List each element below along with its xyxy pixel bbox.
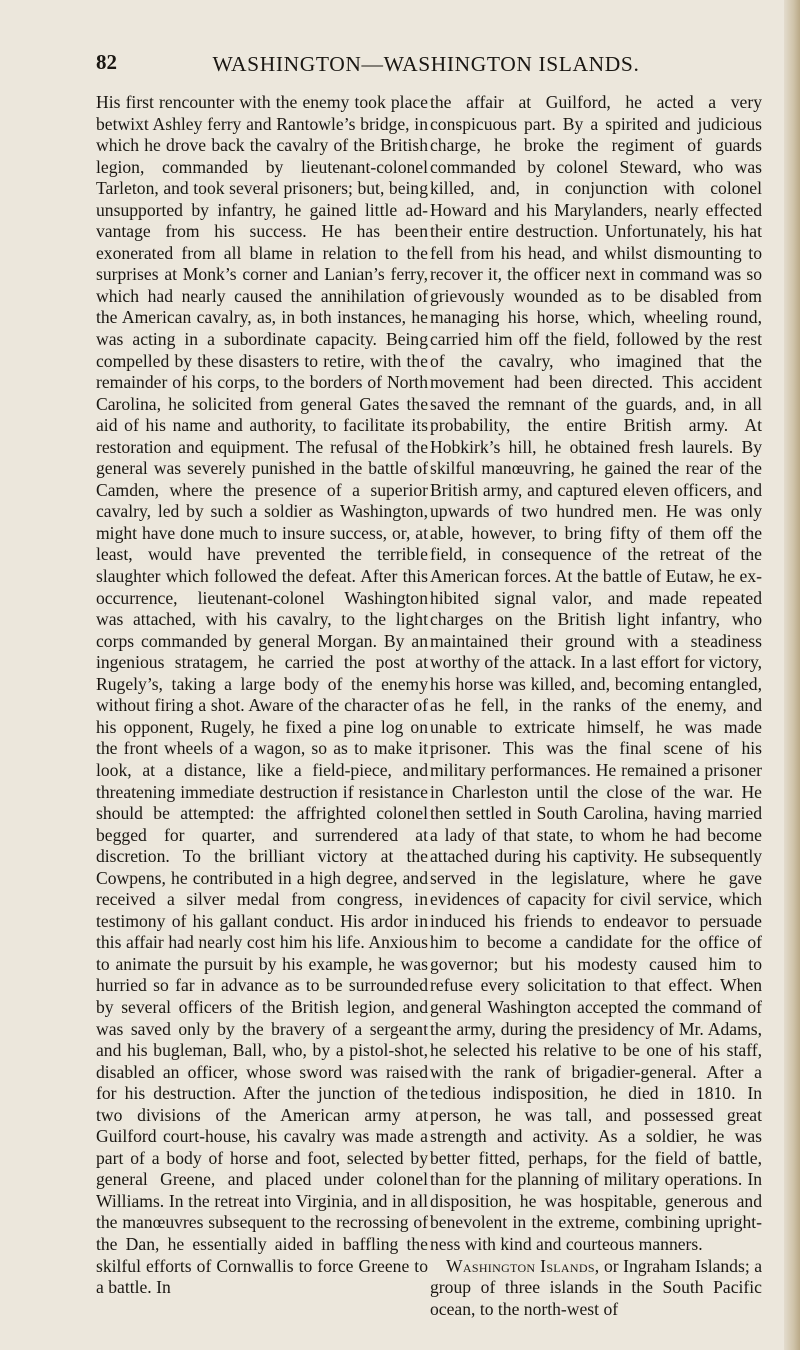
- left-column: [96, 92, 428, 1299]
- right-column: [430, 92, 762, 1320]
- right-column-text: the affair at Guilford, he acted a very conspicuous part. By a spirited and judicious charge, he broke the regiment of guards commanded by colonel Steward, who was killed, and, in conjunction with colonel Howard and his Marylanders, nearly effected their entire destruction. Unfortunately, his hat fell from his head, and whilst dismounting to recover it, the officer next in command was so grievously wounded as to be disabled from managing his horse, which, wheeling round, carried him off the field, followed by the rest of the cavalry, who imagined that the movement had been directed. This accident saved the remnant of the guards, and, in all probability, the entire British army. At Hobkirk’s hill, he obtained fresh laurels. By skilful manœuvring, he gained the rear of the British army, and captured eleven officers, and upwards of two hundred men. He was only able, however, to bring fifty of them off the field, in consequence of the retreat of the American forces. At the battle of Eutaw, he exhibited signal valor, and made repeated charges on the British light infantry, who maintained their ground with a steadiness worthy of the attack. In a last effort for victory, his horse was killed, and, becoming entangled, as he fell, in the ranks of the enemy, and unable to extricate himself, he was made prisoner. This was the final scene of his military performances. He remained a prisoner in Charleston until the close of the war. He then settled in South Carolina, having married a lady of that state, to whom he had become attached during his captivity. He subsequently served in the legislature, where he gave evidences of capacity for civil service, which induced his friends to endeavor to persuade him to become a candidate for the office of governor; but his modesty caused him to refuse every solicitation to that effect. When general Washington accepted the command of the army, during the presidency of Mr. Adams, he selected his relative to be one of his staff, with the rank of brigadier-general. After a tedious indisposition, he died in 1810. In person, he was tall, and possessed great strength and activity. As a soldier, he was better fitted, perhaps, for the field of battle, than for the planning of military operations. In disposition, he was hospitable, generous and benevolent in the extreme, combining uprightness with kind and courteous manners.: [430, 92, 762, 1254]
- washington-islands-entry: [430, 1256, 762, 1321]
- page-edge: [784, 0, 800, 1350]
- left-column-text: His first rencounter with the enemy took place betwixt Ashley ferry and Rantowle’s bridge, in which he drove back the cavalry of the British legion, commanded by lieutenant-colonel Tarleton, and took several prisoners; but, being unsupported by infantry, he gained little advantage from his success. He has been exonerated from all blame in relation to the surprises at Monk’s corner and Lanian’s ferry, which had nearly caused the annihilation of the American cavalry, as, in both instances, he was acting in a subordinate capacity. Being compelled by these disasters to retire, with the remainder of his corps, to the borders of North Carolina, he solicited from general Gates the aid of his name and authority, to facilitate its restoration and equipment. The refusal of the general was severely punished in the battle of Camden, where the presence of a superior cavalry, led by such a soldier as Washington, might have done much to insure success, or, at least, would have prevented the terrible slaughter which followed the defeat. After this occurrence, lieutenant-colonel Washington was attached, with his cavalry, to the light corps commanded by general Morgan. By an ingenious stratagem, he carried the post at Rugely’s, taking a large body of the enemy without firing a shot. Aware of the character of his opponent, Rugely, he fixed a pine log on the front wheels of a wagon, so as to make it look, at a distance, like a field-piece, and threatening immediate destruction if resistance should be attempted: the affrighted colonel begged for quarter, and surrendered at discretion. To the brilliant victory at the Cowpens, he contributed in a high degree, and received a silver medal from congress, in testimony of his gallant conduct. His ardor in this affair had nearly cost him his life. Anxious to animate the pursuit by his example, he was hurried so far in advance as to be surrounded by several officers of the British legion, and was saved only by the bravery of a sergeant and his bugleman, Ball, who, by a pistol-shot, disabled an officer, whose sword was raised for his destruction. After the junction of the two divisions of the American army at Guilford court-house, his cavalry was made a part of a body of horse and foot, selected by general Greene, and placed under colonel Williams. In the retreat into Virginia, and in all the manœuvres subsequent to the recrossing of the Dan, he essentially aided in baffling the skilful efforts of Cornwallis to force Greene to a battle. In: [96, 92, 428, 1298]
- page-number: 82: [96, 50, 117, 74]
- running-title: WASHINGTON—WASHINGTON ISLANDS.: [212, 52, 640, 76]
- running-head: [96, 50, 756, 84]
- entry-text: or Ingraham Islands; a group of three islands in the South Pacific ocean, to the north-west of: [430, 1255, 763, 1319]
- entry-heading: Washington Islands,: [446, 1255, 600, 1276]
